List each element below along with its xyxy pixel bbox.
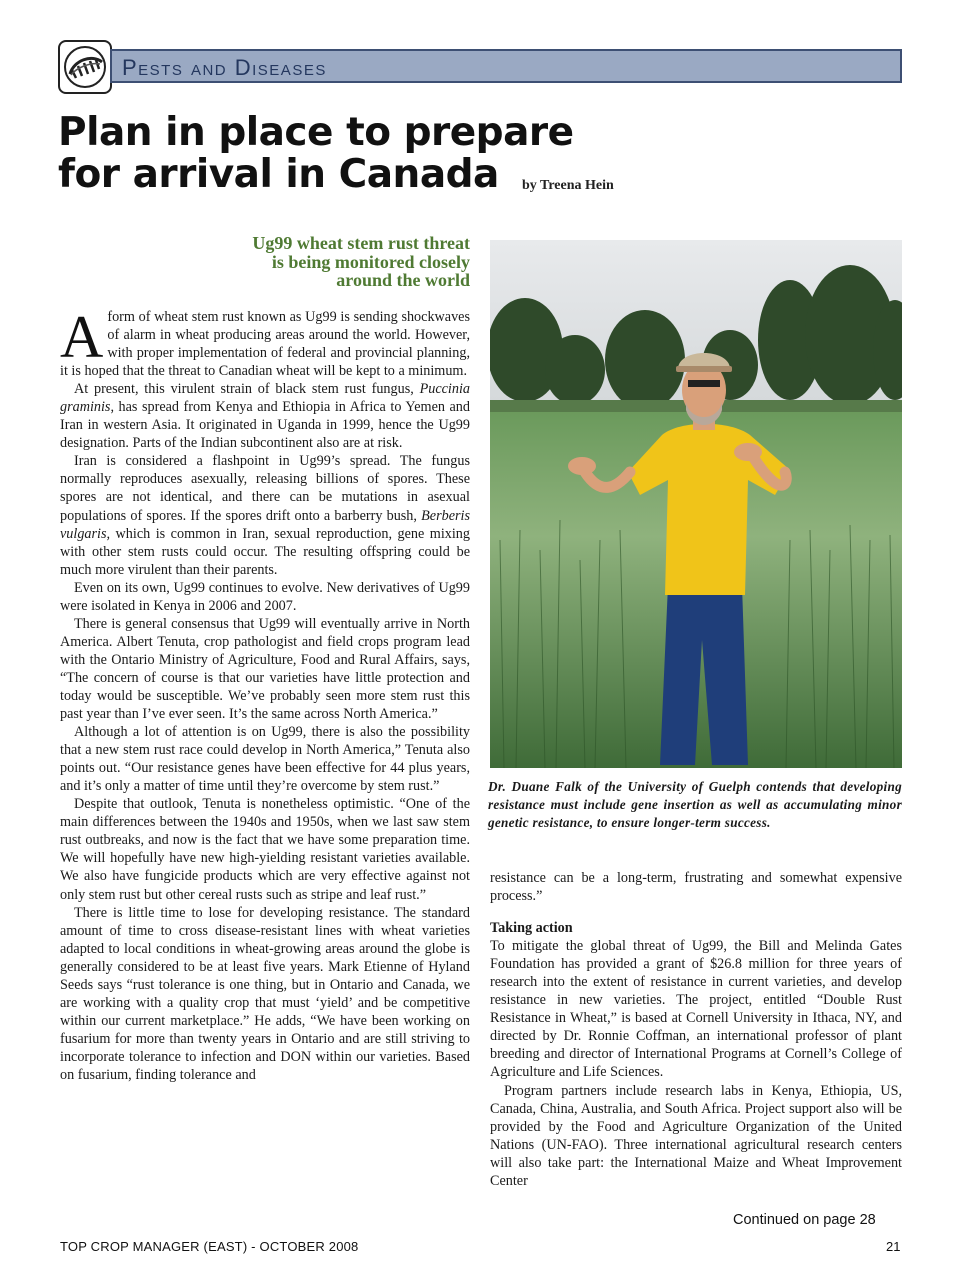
- paragraph-intro: Aform of wheat stem rust known as Ug99 is sending shockwaves of alarm in wheat producing areas around the world. However, with proper implementation of federal and provincial planning, it is hoped that the threat to Canadian wheat will be kept to a minimum.: [60, 308, 470, 380]
- drop-cap: A: [60, 308, 104, 370]
- headline: [58, 112, 778, 196]
- deck-line-1: Ug99 wheat stem rust threat: [252, 233, 470, 253]
- section-title: Pests and Diseases: [122, 55, 327, 80]
- deck-line-2: is being monitored closely: [271, 251, 470, 272]
- paragraph: There is little time to lose for developing resistance. The standard amount of time to cross disease-resistant lines with wheat varieties adapted to local conditions in wheat-growing areas around the globe is generally considered to be at least five years. Mark Etienne of Hyland Seeds says “rust tolerance is one thing, but in Ontario and Canada, we are working with a quality crop that must ‘yield’ and be competitive within our current marketplace.” He adds, “We have been working on fusarium for more than twenty years in Ontario and are still striving to incorporate tolerance to infection and DON within our varieties. Based on fusarium, finding tolerance and: [60, 904, 470, 1083]
- photo-caption: Dr. Duane Falk of the University of Guelph contends that developing resistance must include gene insertion as well as accumulating minor genetic resistance, to ensure longer-term success.: [488, 779, 902, 830]
- deck-line-3: around the world: [336, 270, 470, 290]
- paragraph: At present, this virulent strain of black stem rust fungus, Puccinia graminis, has spread from Kenya and Ethiopia in Africa to Yemen and Iran in western Asia. It originated in Uganda in 1999, hence the Ug99 designation. Parts of the Indian subcontinent also are at risk.: [60, 381, 470, 452]
- subhead: Taking action: [490, 920, 573, 937]
- paragraph: resistance can be a long-term, frustrating and somewhat expensive process.”: [490, 870, 902, 905]
- deck: [190, 234, 470, 290]
- insect-icon: [58, 40, 112, 94]
- paragraph: Even on its own, Ug99 continues to evolve. New derivatives of Ug99 were isolated in Kenya in 2006 and 2007.: [60, 579, 470, 614]
- paragraph: To mitigate the global threat of Ug99, the Bill and Melinda Gates Foundation has provided a grant of $26.8 million for three years of research into the extent of resistance in current varieties, and develop resistance in new varieties. The project, entitled “Double Rust Resistance in Wheat,” is based at Cornell University in Ithaca, NY, and directed by Dr. Ronnie Coffman, an international professor of plant breeding and director of International Programs at Cornell’s College of Agriculture and Life Sciences.: [490, 938, 902, 1081]
- continued-link: Continued on page 28: [733, 1212, 876, 1228]
- footer-publication: TOP CROP MANAGER (EAST) - OCTOBER 2008: [60, 1239, 359, 1254]
- paragraph: Despite that outlook, Tenuta is nonetheless optimistic. “One of the main differences between the 1940s and 1950s, when we last saw stem rust outbreaks, and now is the fact that we have some preparation time. We will hopefully have new high-yielding resistant varieties available. We also have fungicide products which are very effective against not only stem rust but other cereal rusts such as stripe and leaf rust.”: [60, 796, 470, 903]
- paragraph: Iran is considered a flashpoint in Ug99’s spread. The fungus normally reproduces asexually, releasing billions of spores. These spores are not identical, and there can be mutations in asexual populations of spores. If the spores drift onto a barberry bush, Berberis vulgaris, which is common in Iran, sexual reproduction, gene mixing with other stem rusts could occur. The resulting offspring could be much more virulent than their parents.: [60, 453, 470, 578]
- photo-researcher-in-wheat-field: [490, 240, 902, 768]
- headline-line-1: Plan in place to prepare: [58, 110, 574, 155]
- article-column-right: [490, 869, 902, 1211]
- section-bar: [110, 49, 902, 83]
- paragraph: Program partners include research labs in Kenya, Ethiopia, US, Canada, China, Australia, and South Africa. Project support also will be provided by the Food and Agriculture Organization of the United Nations (UN-FAO). Three international agricultural research centers will also take part: the International Maize and Wheat Improvement Center: [490, 1082, 902, 1189]
- page-number: 21: [886, 1239, 901, 1254]
- paragraph: Although a lot of attention is on Ug99, there is also the possibility that a new stem rust race could develop in North America,” Tenuta also points out. “Our resistance genes have been effective for 44 plus years, and it’s only a matter of time until they’re overcome by stem rust.”: [60, 724, 470, 795]
- paragraph: There is general consensus that Ug99 will eventually arrive in North America. Albert Tenuta, crop pathologist and field crops program lead with the Ontario Ministry of Agriculture, Food and Rural Affairs, says, “The concern of course is that our varieties have little protection and today would be susceptible. We’ve probably seen more stem rust this past year than I’ve ever seen. It’s the same across North America.”: [60, 615, 470, 723]
- section-header: [58, 40, 902, 94]
- article-column-left: [60, 308, 470, 1230]
- byline: by Treena Hein: [522, 178, 614, 193]
- headline-line-2: for arrival in Canada: [58, 152, 499, 197]
